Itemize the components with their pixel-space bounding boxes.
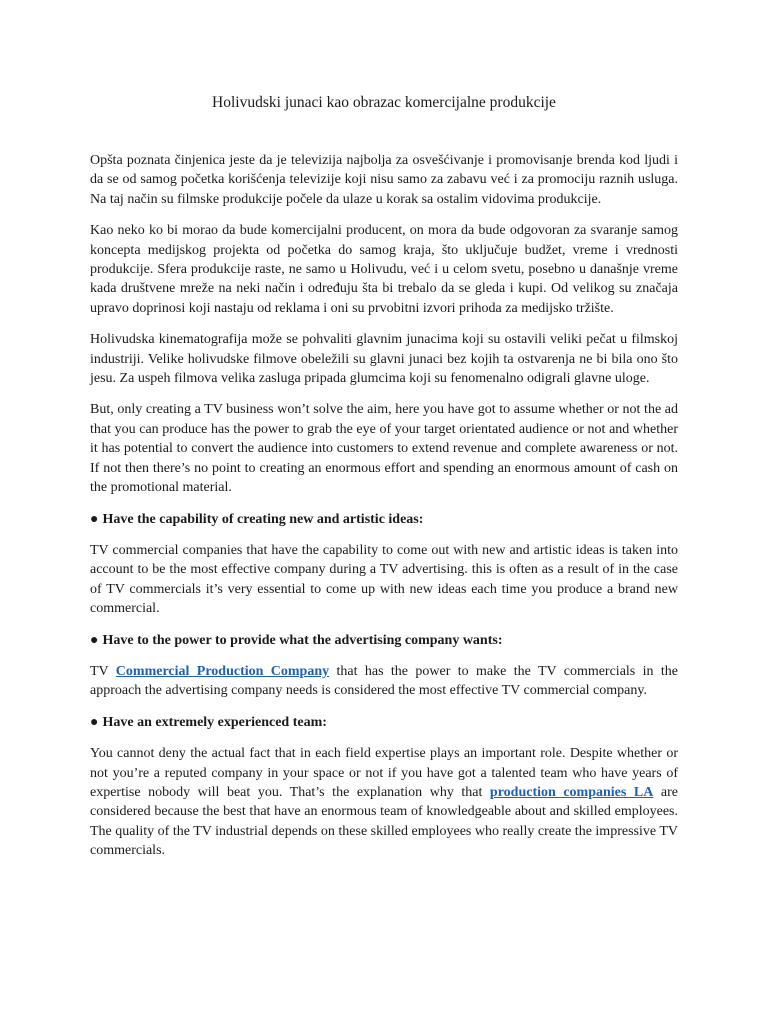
paragraph-2: Kao neko ko bi morao da bude komercijalni producent, on mora da bude odgovoran za svaranje samog koncepta medijskog projekta od početka do samog kraja, što uključuje budžet, vreme i vrednosti produkcije. Sfera produkcije raste, ne samo u Holivudu, već i u celom svetu, posebno u današnje vreme kada društvene mreže na neki način i određuju šta bi trebalo da se gleda i kupi. Od velikog su značaja upravo doprinosi koji nastaju od reklama i oni su prvobitni izvori prihoda za medijsko tržište.: [90, 223, 678, 316]
heading-text: Have to the power to provide what the advertising company wants:: [102, 632, 503, 648]
heading-text: Have the capability of creating new and artistic ideas:: [102, 511, 424, 527]
paragraph-5: TV commercial companies that have the capability to come out with new and artistic ideas is taken into account to be the most effective company during a TV advertising. this is often as a result of in the case of TV commercials it’s very essential to come up with new ideas each time you produce a brand new commercial.: [90, 542, 678, 617]
paragraph-4: But, only creating a TV business won’t solve the aim, here you have got to assume whether or not the ad that you can produce has the power to grab the eye of your target orientated audience or not and whether it has potential to convert the audience into customers to extend revenue and complete awareness or not. If not then there’s no point to creating an enormous effort and spending an enormous amount of cash on the promotional material.: [90, 402, 678, 496]
paragraph-7: [90, 744, 678, 860]
paragraph-text: are considered because the best that have an enormous team of knowledgeable about and skilled employees. The quality of the TV industrial depends on these skilled employees who really create the impressive TV commercials.: [90, 784, 679, 859]
paragraph-6: [90, 662, 678, 701]
heading-artistic-ideas: [90, 510, 678, 529]
commercial-production-company-link[interactable]: Commercial Production Company: [115, 663, 330, 679]
document-body: [90, 151, 678, 873]
heading-experienced-team: [90, 713, 678, 732]
production-companies-la-link[interactable]: production companies LA: [489, 784, 654, 800]
bullet-icon: ●: [90, 511, 99, 527]
bullet-icon: ●: [90, 714, 99, 730]
paragraph-3: Holivudska kinematografija može se pohvaliti glavnim junacima koji su ostavili veliki pečat u filmskoj industriji. Velike holivudske filmove obeležili su glavni junaci bez kojih ta ostvarenja ne bi bila ono što jesu. Za uspeh filmova velika zasluga pripada glumcima koji su fenomenalno odigrali glavne uloge.: [90, 332, 678, 387]
heading-text: Have an extremely experienced team:: [102, 714, 327, 730]
document-title: Holivudski junaci kao obrazac komercijalne produkcije: [212, 94, 556, 111]
paragraph-text: that has the power to make the TV commercials in the approach the advertising company needs is considered the most effective TV commercial company.: [90, 663, 678, 699]
heading-provide-wants: [90, 631, 678, 650]
paragraph-text: TV: [90, 663, 116, 679]
paragraph-1: Opšta poznata činjenica jeste da je televizija najbolja za osvešćivanje i promovisanje brenda kod ljudi i da se od samog početka korišćenja televizije koji nisu samo za zabavu već i za promociju raznih usluga. Na taj način su filmske produkcije počele da ulaze u korak sa ostalim vidovima produkcije.: [90, 153, 678, 207]
bullet-icon: ●: [90, 632, 99, 648]
paragraph-text: You cannot deny the actual fact that in each field expertise plays an important role. Despite whether or not you’re a reputed company in your space or not if you have got a talented team who have years of expertise nobody will beat you. That’s the explanation why that: [90, 746, 678, 800]
